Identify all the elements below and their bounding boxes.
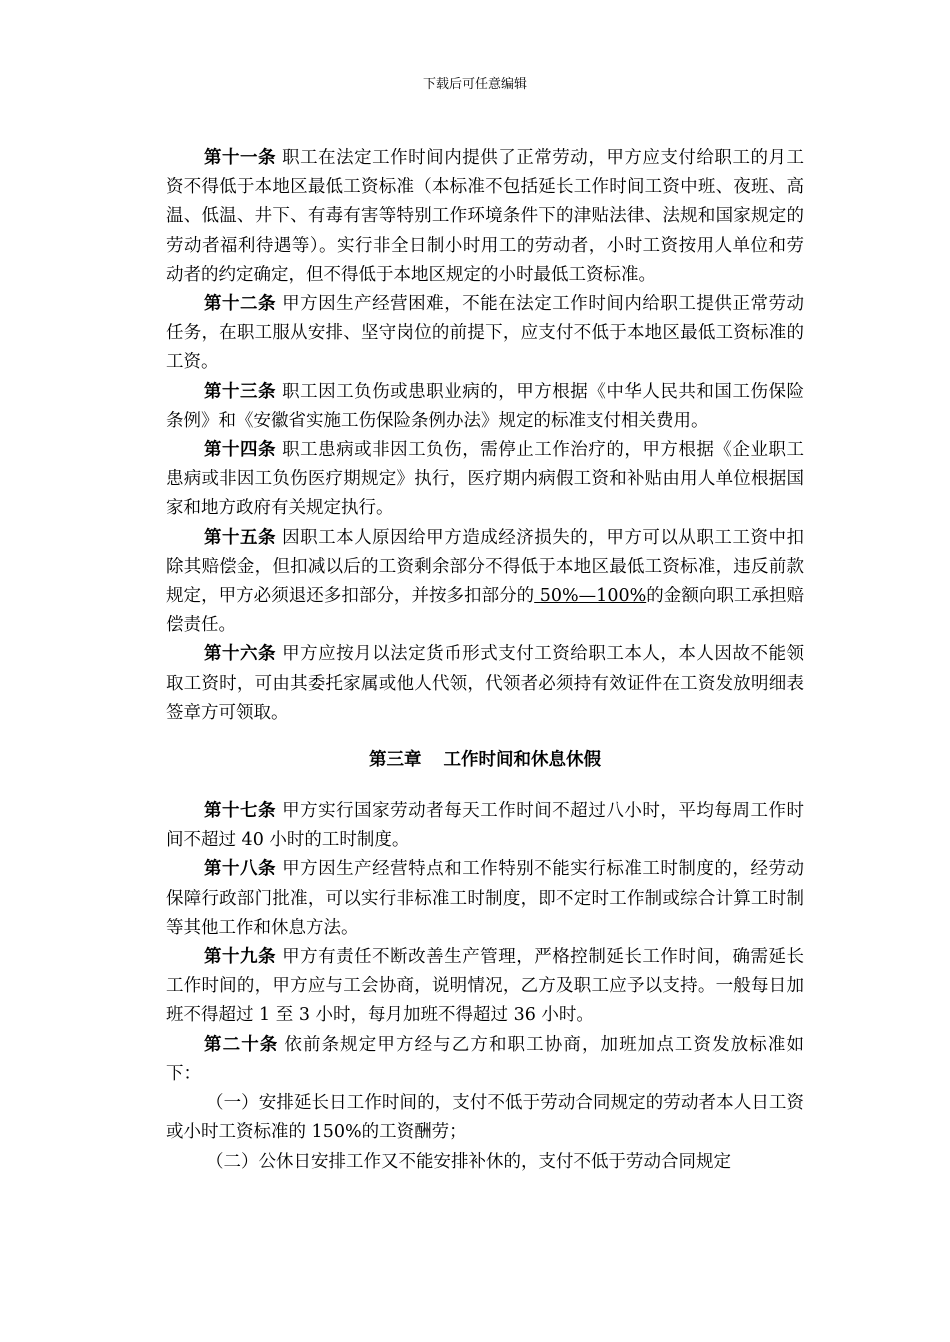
article-17	[166, 797, 804, 855]
article-14	[166, 436, 804, 524]
article-text: 因职工本人原因给甲方造成经济损失的，甲方可以从职工工资中扣除其赔偿金，但扣减以后的工资剩余部分不得低于本地区最低工资标准，违反前款规定，甲方必须退还多扣部分，并按多扣部分的	[166, 527, 804, 607]
article-12	[166, 290, 804, 378]
article-18	[166, 855, 804, 943]
article-text: 职工在法定工作时间内提供了正常劳动，甲方应支付给职工的月工资不得低于本地区最低工资标准（本标准不包括延长工作时间工资中班、夜班、高温、低温、井下、有毒有害等特别工作环境条件下的津贴法律、法规和国家规定的劳动者福利待遇等）。实行非全日制小时用工的劳动者，小时工资按用人单位和劳动者的约定确定，但不得低于本地区规定的小时最低工资标准。	[166, 148, 804, 285]
article-number: 第十二条	[204, 294, 277, 315]
article-text: 职工患病或非因工负伤，需停止工作治疗的，甲方根据《企业职工患病或非因工负伤医疗期规定》执行，医疗期内病假工资和补贴由用人单位根据国家和地方政府有关规定执行。	[166, 440, 804, 519]
article-text: 甲方实行国家劳动者每天工作时间不超过八小时，平均每周工作时间不超过 40 小时的工时制度。	[166, 801, 804, 851]
article-15	[166, 524, 804, 641]
article-19	[166, 943, 804, 1031]
article-text: 职工因工负伤或患职业病的，甲方根据《中华人民共和国工伤保险条例》和《安徽省实施工伤保险条例办法》规定的标准支付相关费用。	[166, 381, 804, 431]
article-number: 第二十条	[204, 1034, 279, 1055]
article-13	[166, 378, 804, 436]
article-number: 第十九条	[204, 947, 277, 968]
list-item-2: （二）公休日安排工作又不能安排补休的，支付不低于劳动合同规定	[206, 1151, 731, 1172]
article-11	[166, 144, 804, 290]
article-number: 第十一条	[204, 148, 277, 168]
underlined-percentage: 50%—100%	[534, 586, 647, 607]
article-text: 甲方应按月以法定货币形式支付工资给职工本人，本人因故不能领取工资时，可由其委托家属或他人代领，代领者必须持有效证件在工资发放明细表签章方可领取。	[166, 644, 804, 723]
article-number: 第十五条	[204, 527, 277, 548]
chapter-number: 第三章	[369, 750, 422, 771]
article-text: 甲方有责任不断改善生产管理，严格控制延长工作时间，确需延长工作时间的，甲方应与工会协商，说明情况，乙方及职工应予以支持。一般每日加班不得超过 1 至 3 小时，每月加班不得超过 36 小时。	[166, 947, 804, 1026]
page-header: 下载后可任意编辑	[422, 77, 527, 92]
article-number: 第十三条	[204, 381, 277, 402]
document-body	[166, 144, 804, 1177]
article-text: 甲方因生产经营特点和工作特别不能实行标准工时制度的，经劳动保障行政部门批准，可以实行非标准工时制度，即不定时工作制或综合计算工时制等其他工作和休息方法。	[166, 859, 804, 938]
article-text: 依前条规定甲方经与乙方和职工协商，加班加点工资发放标准如下：	[166, 1034, 805, 1084]
chapter-title: 工作时间和休息休假	[443, 750, 601, 771]
article-number: 第十八条	[204, 859, 277, 880]
article-16	[166, 640, 804, 728]
article-number: 第十七条	[204, 801, 277, 822]
article-text-end: 的金额向职工承担赔偿责任。	[166, 586, 805, 636]
article-20	[166, 1031, 804, 1089]
list-item-1: （一）安排延长日工作时间的，支付不低于劳动合同规定的劳动者本人日工资或小时工资标准的 150%的工资酬劳；	[166, 1093, 804, 1143]
article-number: 第十六条	[204, 644, 277, 665]
article-number: 第十四条	[204, 440, 277, 461]
chapter-heading	[166, 728, 804, 797]
article-text: 甲方因生产经营困难，不能在法定工作时间内给职工提供正常劳动任务，在职工服从安排、坚守岗位的前提下，应支付不低于本地区最低工资标准的工资。	[166, 294, 804, 373]
